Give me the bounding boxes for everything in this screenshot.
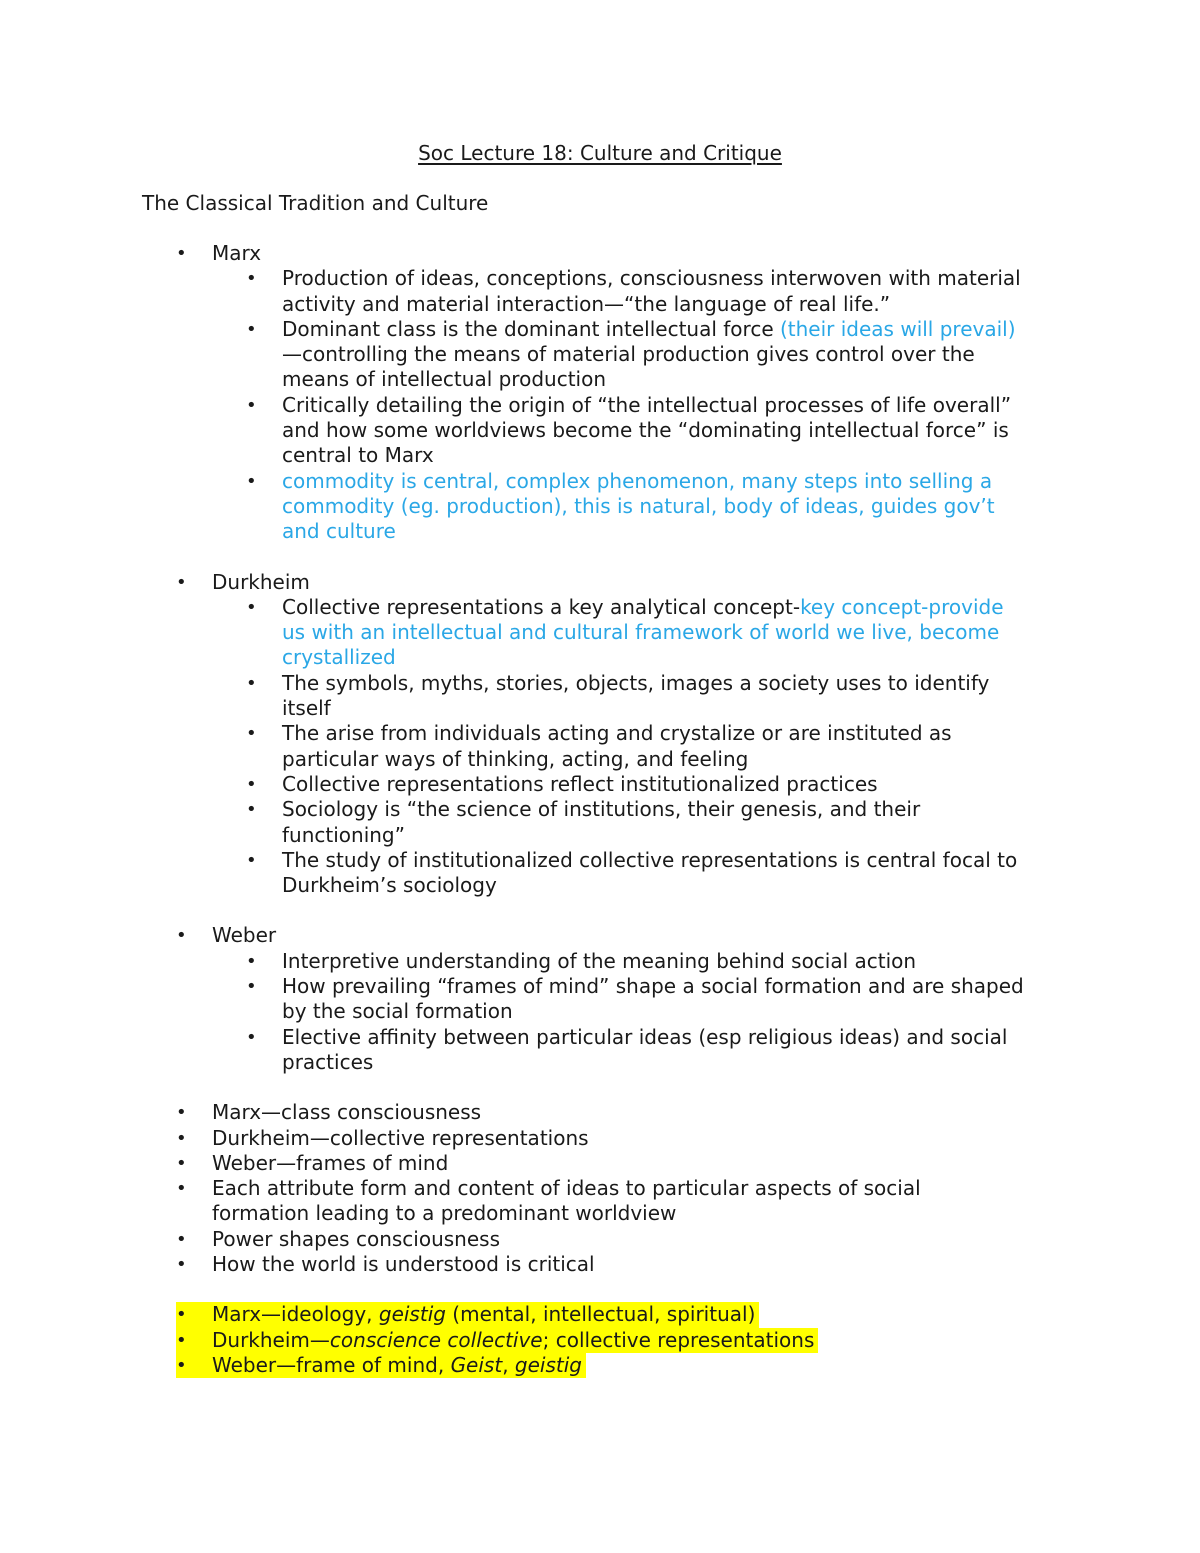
italic-term: Geist <box>450 1352 503 1377</box>
marx-sublist <box>246 266 1026 544</box>
list-item: • Durkheim—collective representations <box>176 1126 1076 1151</box>
item-text: Dominant class is the dominant intellectual force <box>282 316 780 341</box>
list-item: • Each attribute form and content of ideas to particular aspects of social formation leading to a predominant worldview <box>176 1176 992 1227</box>
item-text: Collective representations a key analytical concept- <box>282 594 801 619</box>
weber-sublist <box>246 949 1026 1075</box>
item-text: —controlling the means of material production gives control over the means of intellectual production <box>282 342 975 392</box>
marx-label: Marx <box>212 241 262 265</box>
section-heading: The Classical Tradition and Culture <box>142 191 489 215</box>
item-text: Collective representations reflect institutionalized practices <box>282 771 878 796</box>
list-item <box>246 1025 1026 1076</box>
list-item <box>246 266 1026 317</box>
marx-section <box>176 241 1076 545</box>
italic-term: geistig <box>514 1352 582 1377</box>
item-text: Weber—frame of mind, <box>212 1352 451 1377</box>
list-item-durkheim <box>176 570 1076 899</box>
item-text: The symbols, myths, stories, objects, images a society uses to identify itself <box>282 670 990 721</box>
list-item-marx <box>176 241 1076 545</box>
weber-label: Weber <box>212 923 277 948</box>
list-item: • How the world is understood is critical <box>176 1252 1076 1277</box>
highlighted-item-durkheim <box>176 1328 818 1353</box>
weber-section <box>176 923 1076 1075</box>
item-text: (mental, intellectual, spiritual) <box>445 1302 756 1327</box>
item-text: Durkheim— <box>212 1327 330 1352</box>
item-text: Marx—ideology, <box>212 1302 379 1327</box>
item-text: Sociology is “the science of institutions, their genesis, and their functioning” <box>282 797 921 847</box>
list-item <box>246 671 1026 722</box>
italic-term: geistig <box>378 1302 446 1327</box>
item-text: , <box>502 1352 515 1377</box>
summary-list <box>176 1100 1076 1277</box>
annotation-text: key concept-provide us with an intellectual and cultural framework of world we live, become crystallized <box>282 594 1004 670</box>
list-item <box>246 317 1026 393</box>
list-item: • Marx—class consciousness <box>176 1100 1076 1125</box>
highlighted-item-weber <box>176 1353 586 1378</box>
highlighted-item-marx <box>176 1302 759 1327</box>
annotation-text: commodity is central, complex phenomenon, many steps into selling a commodity (eg. production), this is natural, body of ideas, guides gov’t and culture <box>282 468 995 544</box>
durkheim-section <box>176 570 1076 899</box>
list-item <box>246 393 1026 469</box>
list-item <box>246 797 1026 848</box>
item-text: The study of institutionalized collective representations is central focal to Durkheim’s sociology <box>282 847 1018 898</box>
list-item: • Power shapes consciousness <box>176 1227 1076 1252</box>
durkheim-sublist <box>246 595 1026 899</box>
item-text: How prevailing “frames of mind” shape a social formation and are shaped by the social formation <box>282 974 1024 1024</box>
item-text: Interpretive understanding of the meaning behind social action <box>282 948 917 973</box>
item-text: ; collective representations <box>542 1327 815 1352</box>
list-item <box>246 469 1026 545</box>
list-item <box>246 949 1026 974</box>
item-text: Critically detailing the origin of “the intellectual processes of life overall” and how some worldviews become the “dominating intellectual force” is central to Marx <box>282 392 1012 468</box>
item-text: The arise from individuals acting and crystalize or are instituted as particular ways of thinking, acting, and feeling <box>282 721 952 771</box>
list-item <box>246 595 1026 671</box>
page-title: Soc Lecture 18: Culture and Critique <box>418 141 782 165</box>
list-item <box>246 721 1026 772</box>
list-item-weber <box>176 923 1076 1075</box>
item-text: Production of ideas, conceptions, consciousness interwoven with material activity and material interaction—“the language of real life.” <box>282 266 1021 316</box>
durkheim-label: Durkheim <box>212 569 310 594</box>
list-item <box>246 974 1026 1025</box>
item-text: Elective affinity between particular ideas (esp religious ideas) and social practices <box>282 1024 1008 1074</box>
italic-term: conscience collective <box>329 1327 543 1352</box>
highlighted-list <box>176 1302 1076 1378</box>
list-item <box>246 848 1026 899</box>
list-item <box>246 772 1026 797</box>
list-item: • Weber—frames of mind <box>176 1151 1076 1176</box>
annotation-text: (their ideas will prevail) <box>779 316 1016 341</box>
